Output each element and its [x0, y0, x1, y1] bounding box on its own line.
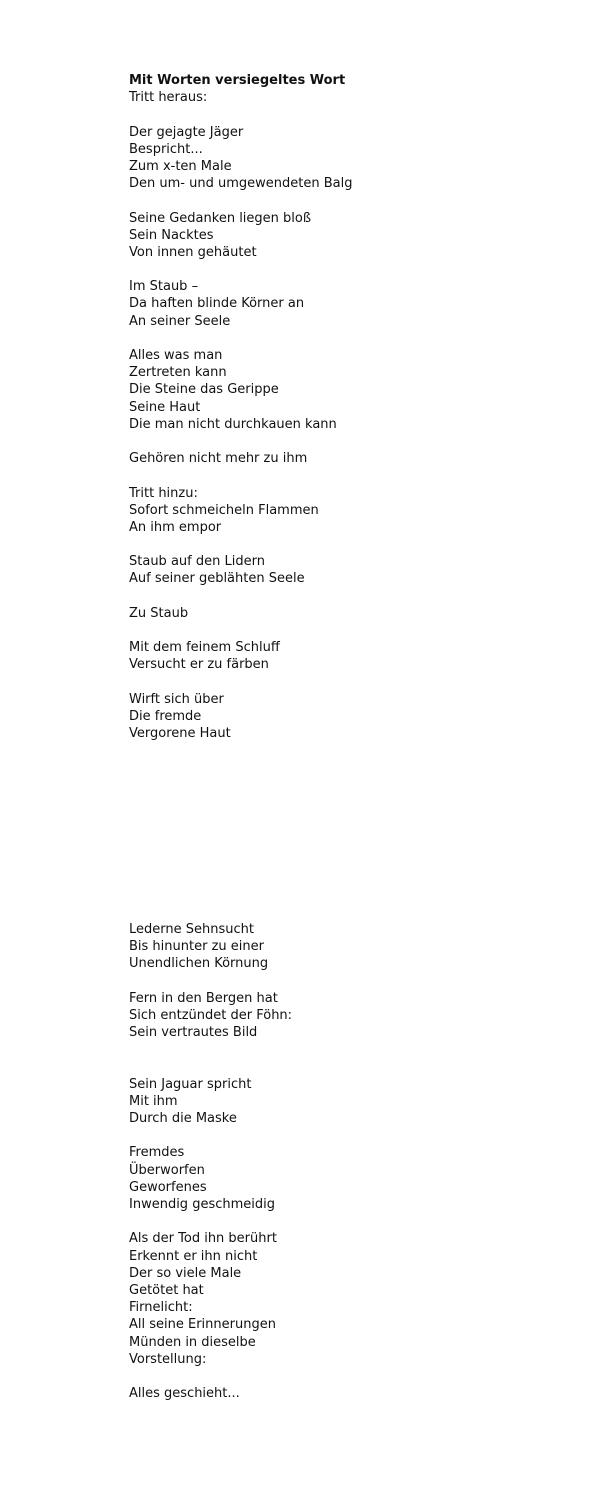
stanza-gap [129, 1368, 292, 1385]
poem-line: Zertreten kann [129, 365, 227, 381]
stanza-gap [129, 622, 352, 639]
stanza-gap [129, 1127, 292, 1144]
stanza-gap-double [129, 1041, 292, 1075]
poem-line: Der gejagte Jäger [129, 124, 244, 140]
poem-line: An seiner Seele [129, 313, 231, 329]
poem-line: Mit ihm [129, 1093, 178, 1109]
poem-line: Erkennt er ihn nicht [129, 1248, 258, 1264]
stanza [129, 1076, 292, 1128]
stanza [129, 691, 352, 743]
poem-line: Bis hinunter zu einer [129, 939, 264, 955]
poem-line: Von innen gehäutet [129, 244, 257, 260]
poem-line: Fern in den Bergen hat [129, 990, 278, 1006]
poem-line: Mit dem feinem Schluff [129, 640, 280, 656]
poem-line: Zu Staub [129, 605, 189, 621]
stanza [129, 990, 292, 1042]
poem-line: Die fremde [129, 708, 202, 724]
stanza-gap [129, 467, 352, 484]
stanza [129, 553, 352, 587]
poem-line: Da haften blinde Körner an [129, 296, 305, 312]
stanza [129, 921, 292, 973]
stanza [129, 347, 352, 433]
poem-line: Im Staub – [129, 279, 199, 295]
poem-line: Durch die Maske [129, 1111, 237, 1127]
poem-line: Die man nicht durchkauen kann [129, 416, 337, 432]
poem-line: Münden in dieselbe [129, 1334, 256, 1350]
poem-line: Sofort schmeicheln Flammen [129, 502, 319, 518]
poem-line: Vorstellung: [129, 1351, 207, 1367]
poem-line: Versucht er zu färben [129, 657, 269, 673]
poem-line: Unendlichen Körnung [129, 956, 269, 972]
poem-line: Sich entzündet der Föhn: [129, 1007, 293, 1023]
poem-line: Bespricht... [129, 141, 203, 157]
poem-line: Geworfenes [129, 1179, 207, 1195]
stanza [129, 210, 352, 262]
poem-line: Getötet hat [129, 1282, 204, 1298]
poem-line: An ihm empor [129, 519, 222, 535]
stanza [129, 639, 352, 673]
poem-line: Zum x-ten Male [129, 158, 232, 174]
stanza-gap [129, 192, 352, 209]
poem-line: Den um- und umgewendeten Balg [129, 176, 353, 192]
stanza [129, 1144, 292, 1213]
stanza-gap [129, 330, 352, 347]
stanza [129, 1230, 292, 1368]
poem-line: Lederne Sehnsucht [129, 922, 254, 937]
poem-line: Der so viele Male [129, 1265, 242, 1281]
poem-line: Sein Nacktes [129, 227, 214, 243]
poem-line: Staub auf den Lidern [129, 554, 265, 570]
poem-line: Überworfen [129, 1162, 205, 1178]
poem-line: Fremdes [129, 1145, 185, 1161]
poem-line: Seine Haut [129, 399, 201, 415]
poem-line: Inwendig geschmeidig [129, 1197, 275, 1213]
stanza-gap [129, 973, 292, 990]
poem-line: Tritt hinzu: [129, 485, 198, 501]
poem-line: Als der Tod ihn berührt [129, 1231, 277, 1247]
stanza [129, 485, 352, 537]
poem-line: Gehören nicht mehr zu ihm [129, 451, 308, 467]
poem-line: Alles was man [129, 348, 223, 363]
poem-line: Die Steine das Gerippe [129, 382, 279, 398]
poem-line: All seine Erinnerungen [129, 1317, 276, 1333]
poem-line: Sein vertrautes Bild [129, 1025, 258, 1041]
stanza-gap [129, 433, 352, 450]
stanza-gap [129, 588, 352, 605]
poem-line: Wirft sich über [129, 691, 224, 707]
poem-line: Firnelicht: [129, 1300, 193, 1316]
poem-line: Sein Jaguar spricht [129, 1076, 252, 1092]
stanza-gap [129, 1213, 292, 1230]
stanza [129, 450, 352, 467]
stanza [129, 278, 352, 330]
stanza [129, 1385, 292, 1402]
poem-line: Tritt heraus: [129, 90, 208, 106]
stanza-gap [129, 536, 352, 553]
stanza-gap [129, 674, 352, 691]
poem-line: Seine Gedanken liegen bloß [129, 210, 312, 226]
stanza [129, 605, 352, 622]
poem-page-part-2 [129, 921, 292, 1402]
stanza [129, 124, 352, 193]
stanza-gap [129, 106, 352, 123]
stanza-gap [129, 261, 352, 278]
poem-title: Mit Worten versiegeltes Wort [129, 73, 346, 88]
poem-line: Vergorene Haut [129, 726, 231, 742]
poem-line: Auf seiner geblähten Seele [129, 571, 305, 587]
poem-line: Alles geschieht... [129, 1386, 240, 1402]
poem-page-part-1 [129, 72, 352, 742]
